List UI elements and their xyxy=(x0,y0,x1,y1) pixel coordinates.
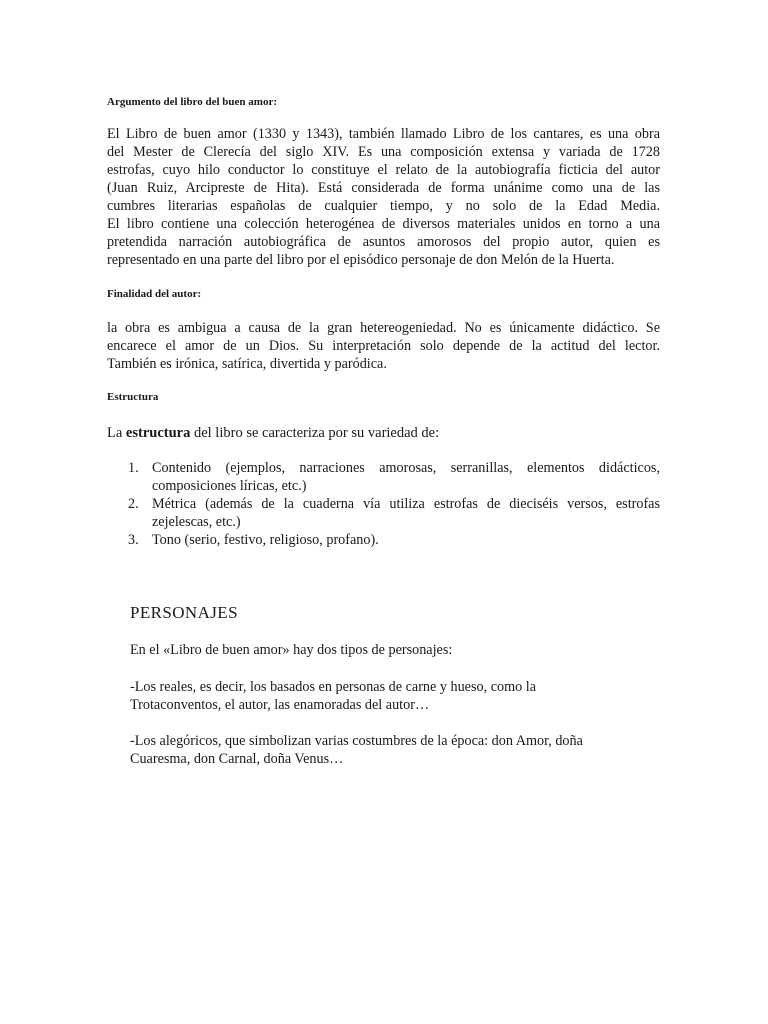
paragraph-line: El Libro de buen amor (1330 y 1343), también llamado Libro de los cantares, es una obra xyxy=(107,126,660,142)
paragraph-argumento xyxy=(107,125,660,269)
list-line: Contenido (ejemplos, narraciones amorosas, serranillas, elementos didácticos, xyxy=(152,460,660,476)
intro-prefix: La xyxy=(107,425,126,441)
paragraph-line: estrofas, cuyo hilo conductor lo constituye el relato de la autobiografía ficticia del autor xyxy=(107,162,660,178)
list-item xyxy=(107,531,660,549)
paragraph-line: encarece el amor de un Dios. Su interpretación solo depende de la actitud del lector. xyxy=(107,338,660,354)
paragraph-line: También es irónica, satírica, divertida y paródica. xyxy=(107,356,387,372)
heading-personajes: PERSONAJES xyxy=(130,603,238,622)
paragraph-finalidad xyxy=(107,319,660,373)
paragraph-line: (Juan Ruiz, Arcipreste de Hita). Está considerada de forma unánime como una de las xyxy=(107,180,660,196)
list-line: composiciones líricas, etc.) xyxy=(152,478,307,494)
heading-argumento: Argumento del libro del buen amor: xyxy=(107,96,277,108)
list-item xyxy=(107,495,660,531)
heading-estructura: Estructura xyxy=(107,391,159,403)
list-number: 3. xyxy=(128,532,139,548)
list-item xyxy=(107,459,660,495)
paragraph-line: del Mester de Clerecía del siglo XIV. Es una composición extensa y variada de 1728 xyxy=(107,144,660,160)
list-number: 1. xyxy=(128,460,139,476)
list-line: Métrica (además de la cuaderna vía utiliza estrofas de dieciséis versos, estrofas xyxy=(152,496,660,512)
personajes-alegoricos-line: Cuaresma, don Carnal, doña Venus… xyxy=(130,751,344,767)
paragraph-line: la obra es ambigua a causa de la gran hetereogeniedad. No es únicamente didáctico. Se xyxy=(107,320,660,336)
list-number: 2. xyxy=(128,496,139,512)
personajes-reales-line: Trotaconventos, el autor, las enamoradas del autor… xyxy=(130,697,430,713)
intro-bold-term: estructura xyxy=(125,425,191,441)
estructura-list xyxy=(107,459,660,549)
list-line: zejelescas, etc.) xyxy=(152,514,241,530)
personajes-intro: En el «Libro de buen amor» hay dos tipos de personajes: xyxy=(130,642,453,658)
paragraph-line: pretendida narración autobiográfica de asuntos amorosos del propio autor, quien es xyxy=(107,234,660,250)
paragraph-line: El libro contiene una colección heterogénea de diversos materiales unidos en torno a una xyxy=(107,216,660,232)
paragraph-line: representado en una parte del libro por el episódico personaje de don Melón de la Huerta. xyxy=(107,252,615,268)
list-line: Tono (serio, festivo, religioso, profano). xyxy=(152,532,379,548)
heading-finalidad: Finalidad del autor: xyxy=(107,288,202,300)
personajes-reales-line: -Los reales, es decir, los basados en personas de carne y hueso, como la xyxy=(130,679,536,695)
intro-suffix: del libro se caracteriza por su variedad de: xyxy=(190,425,440,441)
paragraph-line: cumbres literarias españolas de cualquier tiempo, y no solo de la Edad Media. xyxy=(107,198,660,214)
estructura-intro xyxy=(107,424,439,442)
personajes-alegoricos-line: -Los alegóricos, que simbolizan varias costumbres de la época: don Amor, doña xyxy=(130,733,583,749)
